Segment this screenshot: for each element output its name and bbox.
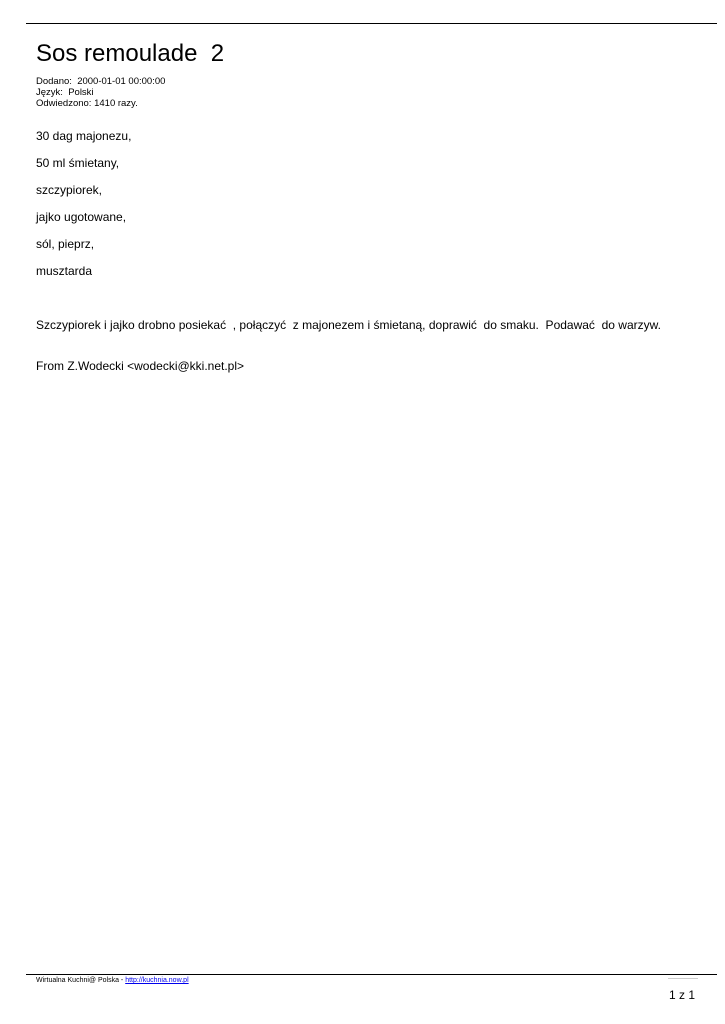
top-divider — [26, 23, 717, 24]
recipe-title: Sos remoulade 2 — [36, 40, 225, 67]
recipe-author: From Z.Wodecki <wodecki@kki.net.pl> — [36, 359, 245, 373]
meta-visited: Odwiedzono: 1410 razy. — [36, 98, 138, 109]
ingredient-item: 30 dag majonezu, — [36, 129, 132, 143]
meta-added: Dodano: 2000-01-01 00:00:00 — [36, 76, 166, 87]
ingredient-item: sól, pieprz, — [36, 237, 95, 251]
meta-language: Język: Polski — [36, 87, 94, 98]
footer — [36, 976, 189, 985]
recipe-instructions: Szczypiorek i jajko drobno posiekać , połączyć z majonezem i śmietaną, doprawić do smaku. Podawać do warzyw. — [36, 318, 661, 332]
ingredient-item: szczypiorek, — [36, 183, 103, 197]
bottom-divider — [26, 974, 717, 975]
footer-site-link[interactable]: http://kuchnia.now.pl — [125, 977, 189, 984]
footer-faint-mark — [668, 978, 698, 979]
ingredient-item: musztarda — [36, 264, 93, 278]
footer-site-name: Wirtualna Kuchni@ Polska - — [36, 977, 126, 984]
ingredient-item: jajko ugotowane, — [36, 210, 127, 224]
recipe-meta — [36, 76, 165, 109]
ingredient-item: 50 ml śmietany, — [36, 156, 120, 170]
page-number: 1 z 1 — [668, 988, 695, 1002]
ingredient-list — [36, 129, 131, 291]
